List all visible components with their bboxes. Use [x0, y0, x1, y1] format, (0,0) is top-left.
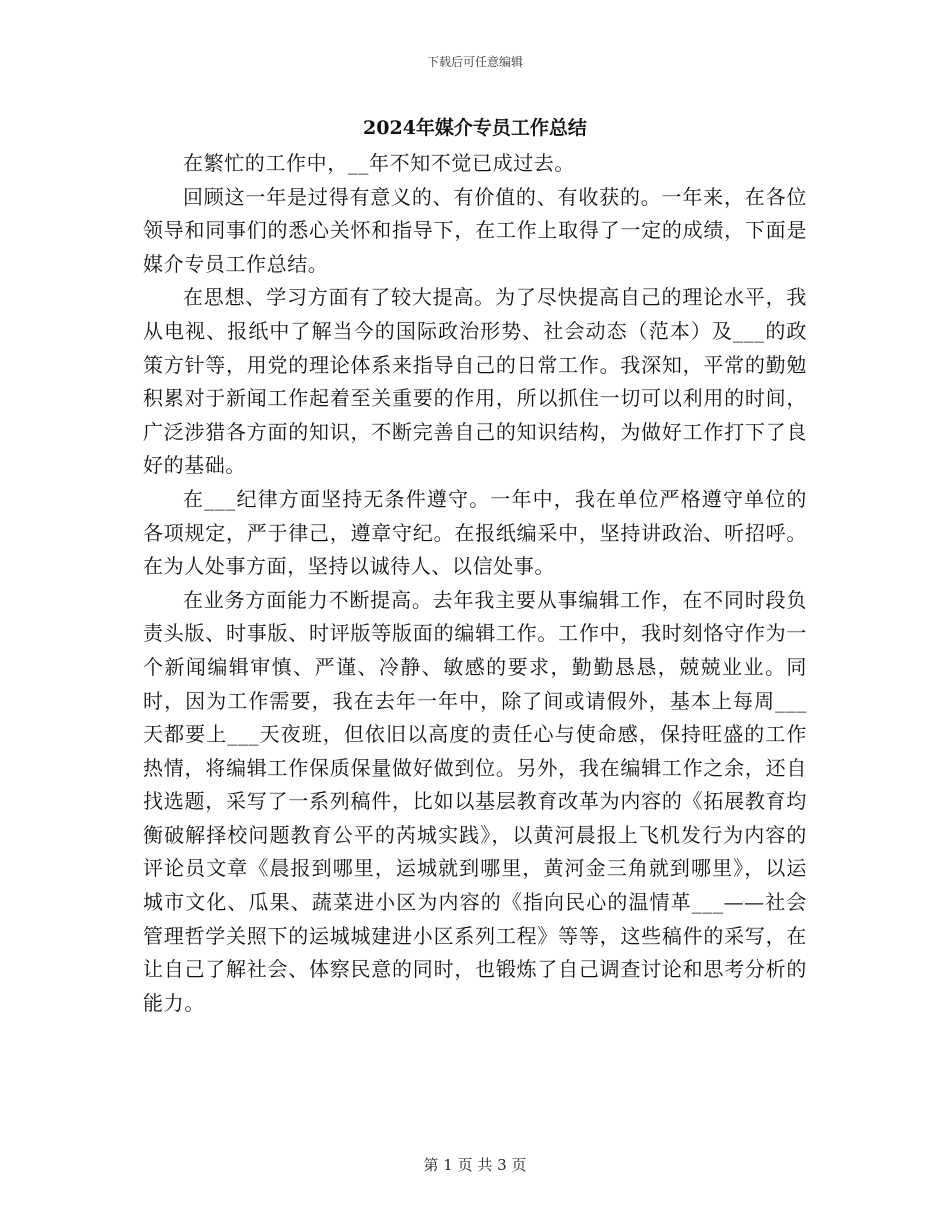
paragraph: 在业务方面能力不断提高。去年我主要从事编辑工作，在不同时段负责头版、时事版、时评版等版面的编辑工作。工作中，我时刻恪守作为一个新闻编辑审慎、严谨、冷静、敏感的要求，勤勤恳恳，兢兢业业。同时，因为工作需要，我在去年一年中，除了间或请假外，基本上每周___天都要上___天夜班，但依旧以高度的责任心与使命感，保持旺盛的工作热情，将编辑工作保质保量做好做到位。另外，我在编辑工作之余，还自找选题，采写了一系列稿件，比如以基层教育改革为内容的《拓展教育均衡破解择校问题教育公平的芮城实践》，以黄河晨报上飞机发行为内容的评论员文章《晨报到哪里，运城就到哪里，黄河金三角就到哪里》，以运城市文化、瓜果、蔬菜进小区为内容的《指向民心的温情革___——社会管理哲学关照下的运城城建进小区系列工程》等等，这些稿件的采写，在让自己了解社会、体察民意的同时，也锻炼了自己调查讨论和思考分析的能力。 — [143, 587, 807, 1015]
document-body — [143, 147, 807, 1020]
paragraph: 在___纪律方面坚持无条件遵守。一年中，我在单位严格遵守单位的各项规定，严于律己，遵章守纪。在报纸编采中，坚持讲政治、听招呼。在为人处事方面，坚持以诚待人、以信处事。 — [143, 486, 807, 579]
paragraph: 在思想、学习方面有了较大提高。为了尽快提高自己的理论水平，我从电视、报纸中了解当今的国际政治形势、社会动态（范本）及___的政策方针等，用党的理论体系来指导自己的日常工作。我深知，平常的勤勉积累对于新闻工作起着至关重要的作用，所以抓住一切可以利用的时间，广泛涉猎各方面的知识，不断完善自己的知识结构，为做好工作打下了良好的基础。 — [143, 285, 807, 478]
paragraph: 回顾这一年是过得有意义的、有价值的、有收获的。一年来，在各位领导和同事们的悉心关怀和指导下，在工作上取得了一定的成绩，下面是媒介专员工作总结。 — [143, 184, 807, 276]
document-title: 2024年媒介专员工作总结 — [363, 117, 587, 139]
paragraph: 在繁忙的工作中，__年不知不觉已成过去。 — [183, 151, 575, 175]
header-note: 下载后可任意编辑 — [426, 55, 523, 69]
page-indicator: 第 1 页 共 3 页 — [423, 1156, 527, 1174]
